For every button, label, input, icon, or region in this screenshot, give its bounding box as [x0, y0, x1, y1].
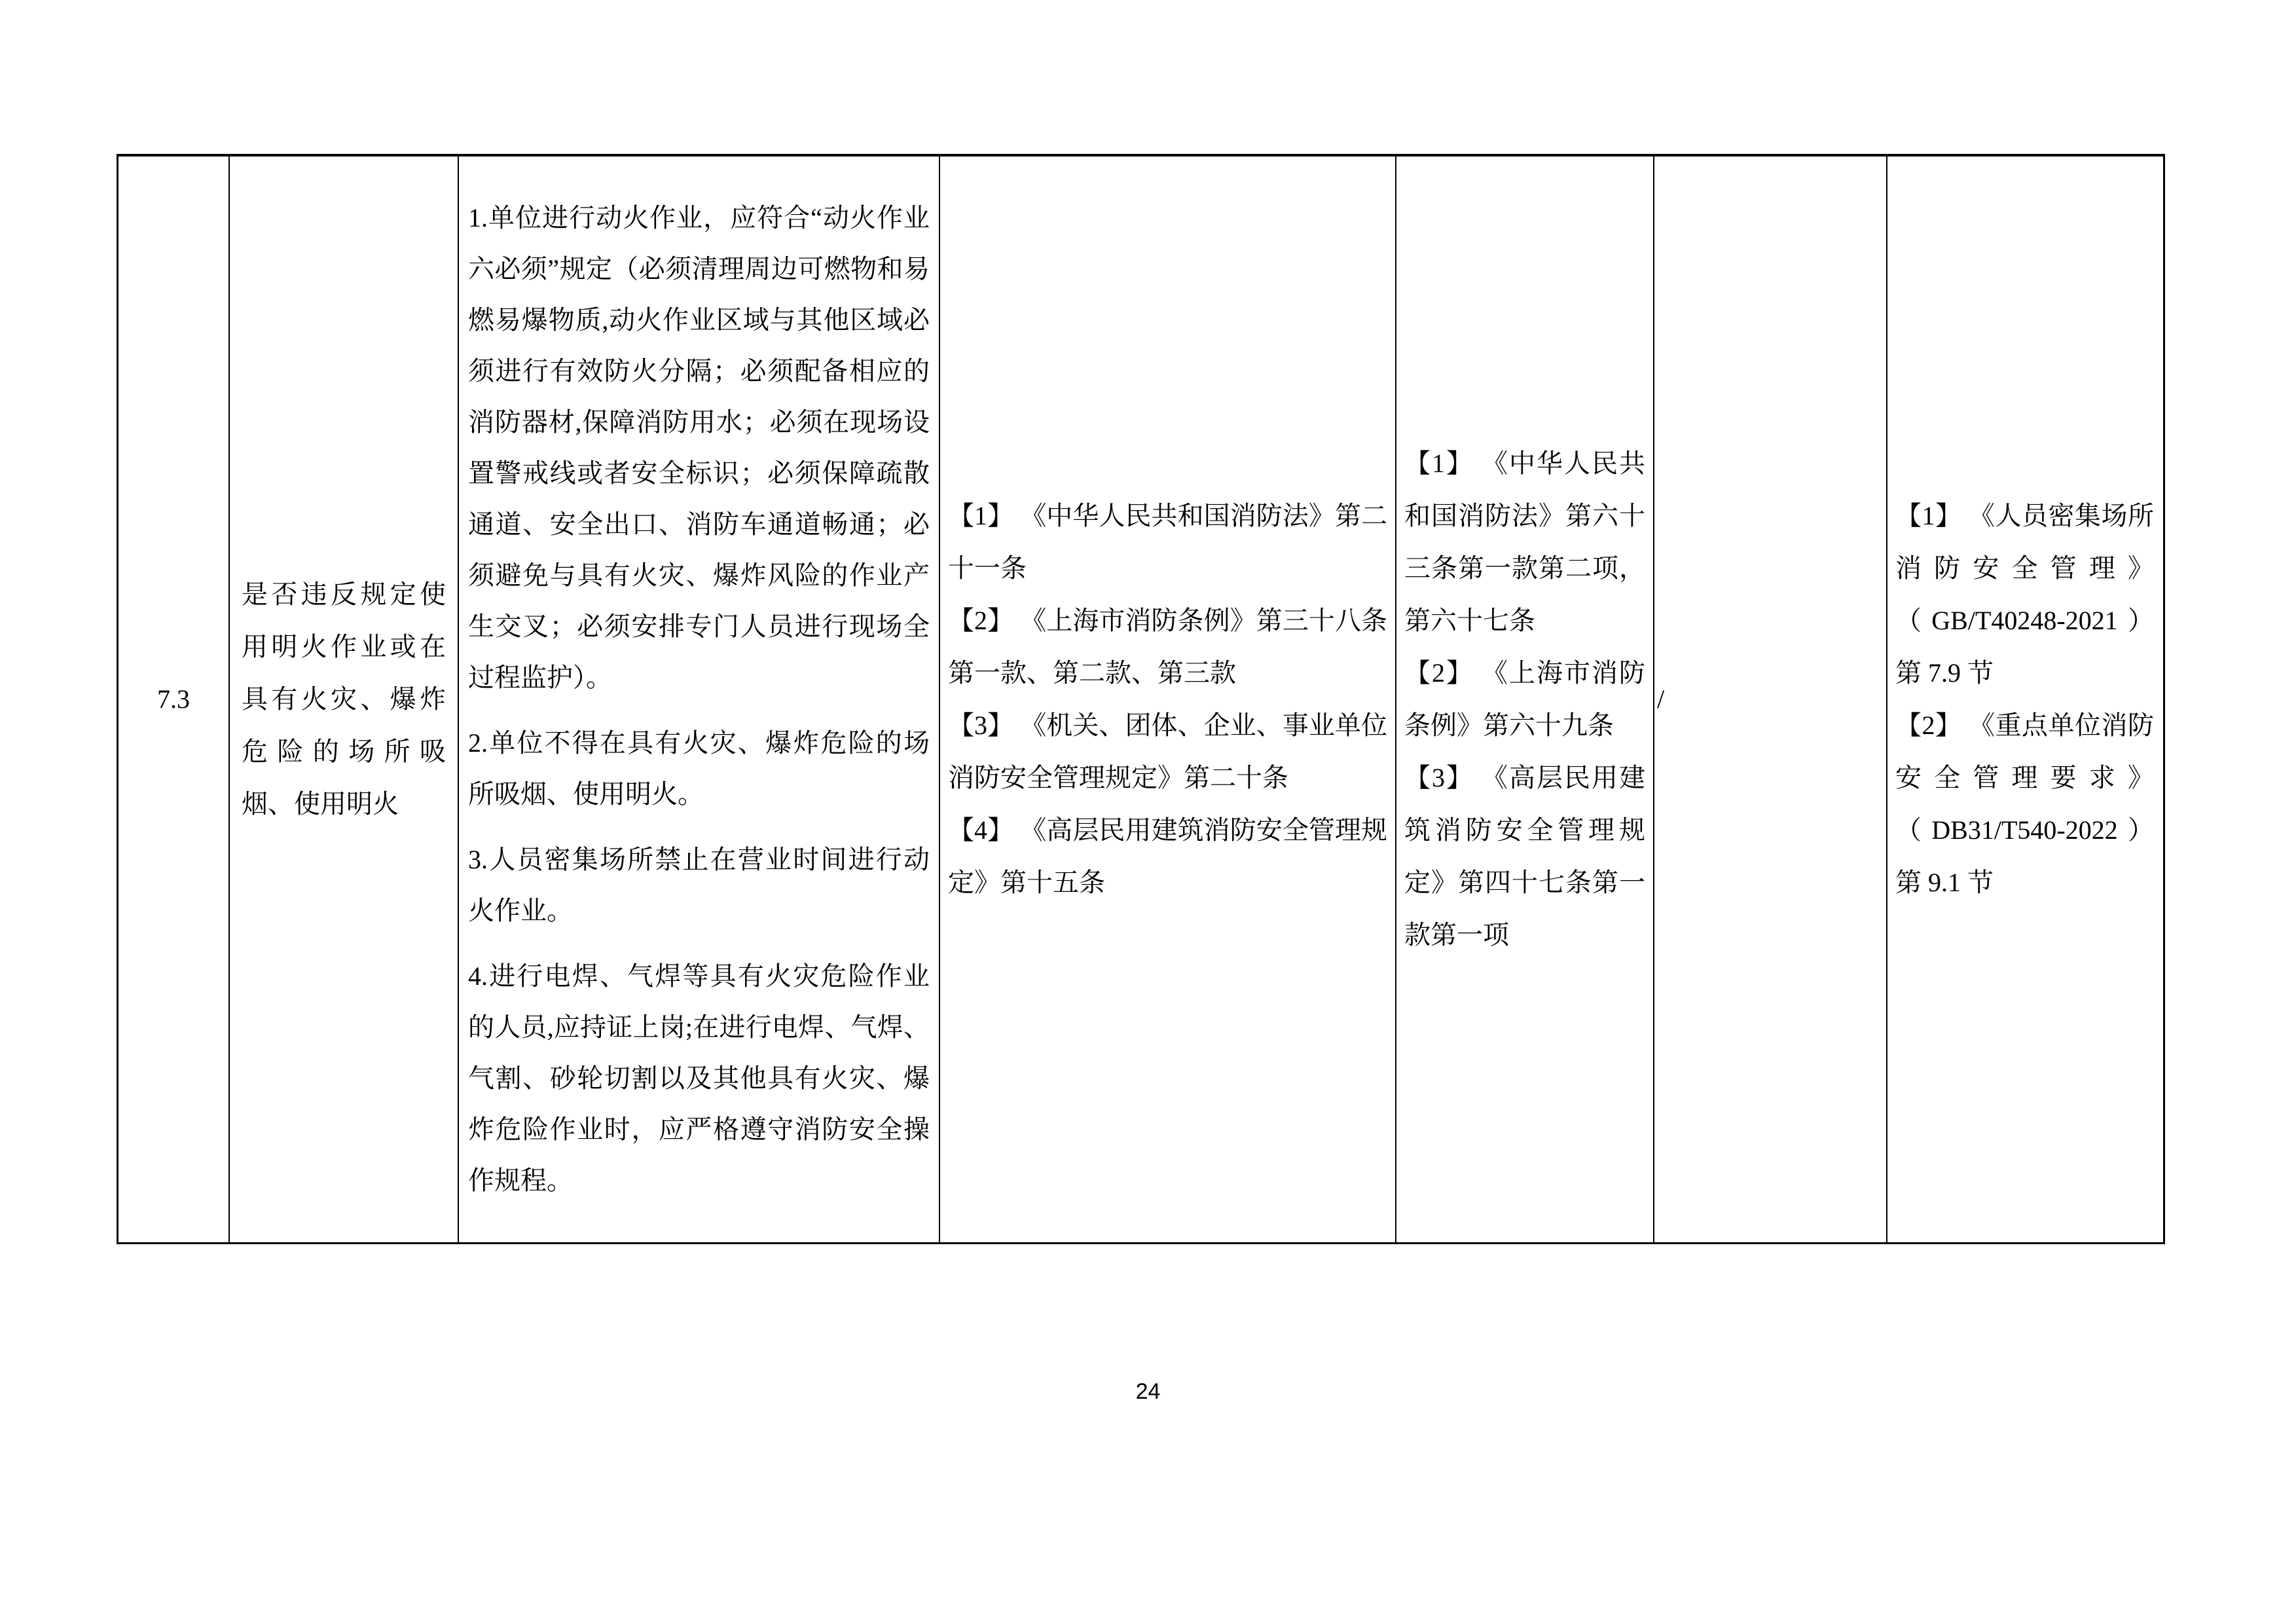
paragraph: 【1】 《人员密集场所消防安全管理》（GB/T40248-2021）第 7.9 节 [1895, 501, 2154, 688]
cell-penalty-basis [1395, 157, 1653, 1242]
paragraph: 【2】 《上海市消防条例》第六十九条 [1404, 658, 1645, 740]
cell-legal-basis [939, 157, 1395, 1242]
paragraph: 【1】 《中华人民共和国消防法》第二十一条 [948, 501, 1387, 583]
remark-text: / [1657, 684, 1665, 714]
paragraph: 【2】 《重点单位消防安全管理要求》（DB31/T540-2022）第 9.1 节 [1895, 710, 2154, 897]
paragraph: 3.人员密集场所禁止在营业时间进行动火作业。 [468, 845, 930, 925]
cell-standard-reference [1886, 157, 2162, 1242]
paragraph: 【4】 《高层民用建筑消防安全管理规定》第十五条 [948, 815, 1387, 897]
inspection-table [117, 154, 2165, 1244]
cell-serial-number [118, 157, 228, 1242]
paragraph: 【1】 《中华人民共和国消防法》第六十三条第一款第二项，第六十七条 [1404, 449, 1645, 635]
serial-number: 7.3 [157, 684, 190, 714]
paragraph: 4.进行电焊、气焊等具有火灾危险作业的人员,应持证上岗;在进行电焊、气焊、气割、砂轮切割以及其他具有火灾、爆炸危险作业时，应严格遵守消防安全操作规程。 [468, 961, 930, 1195]
paragraph: 【3】 《高层民用建筑消防安全管理规定》第四十七条第一款第一项 [1404, 763, 1645, 950]
cell-remark [1653, 157, 1886, 1242]
paragraph: 【2】 《上海市消防条例》第三十八条第一款、第二款、第三款 [948, 606, 1387, 688]
cell-requirements [458, 157, 939, 1242]
paragraph: 1.单位进行动火作业，应符合“动火作业六必须”规定（必须清理周边可燃物和易燃易爆物质,动火作业区域与其他区域必须进行有效防火分隔；必须配备相应的消防器材,保障消防用水；必须在现场设置警戒线或者安全标识；必须保障疏散通道、安全出口、消防车通道畅通；必须避免与具有火灾、爆炸风险的作业产生交叉；必须安排专门人员进行现场全过程监护）。 [468, 203, 930, 692]
page-number: 24 [1135, 1379, 1161, 1404]
check-item-text: 是否违反规定使用明火作业或在具有火灾、爆炸危险的场所吸烟、使用明火 [242, 580, 446, 819]
paragraph: 【3】 《机关、团体、企业、事业单位消防安全管理规定》第二十条 [948, 710, 1387, 792]
paragraph: 2.单位不得在具有火灾、爆炸危险的场所吸烟、使用明火。 [468, 728, 930, 809]
cell-check-item [228, 157, 458, 1242]
